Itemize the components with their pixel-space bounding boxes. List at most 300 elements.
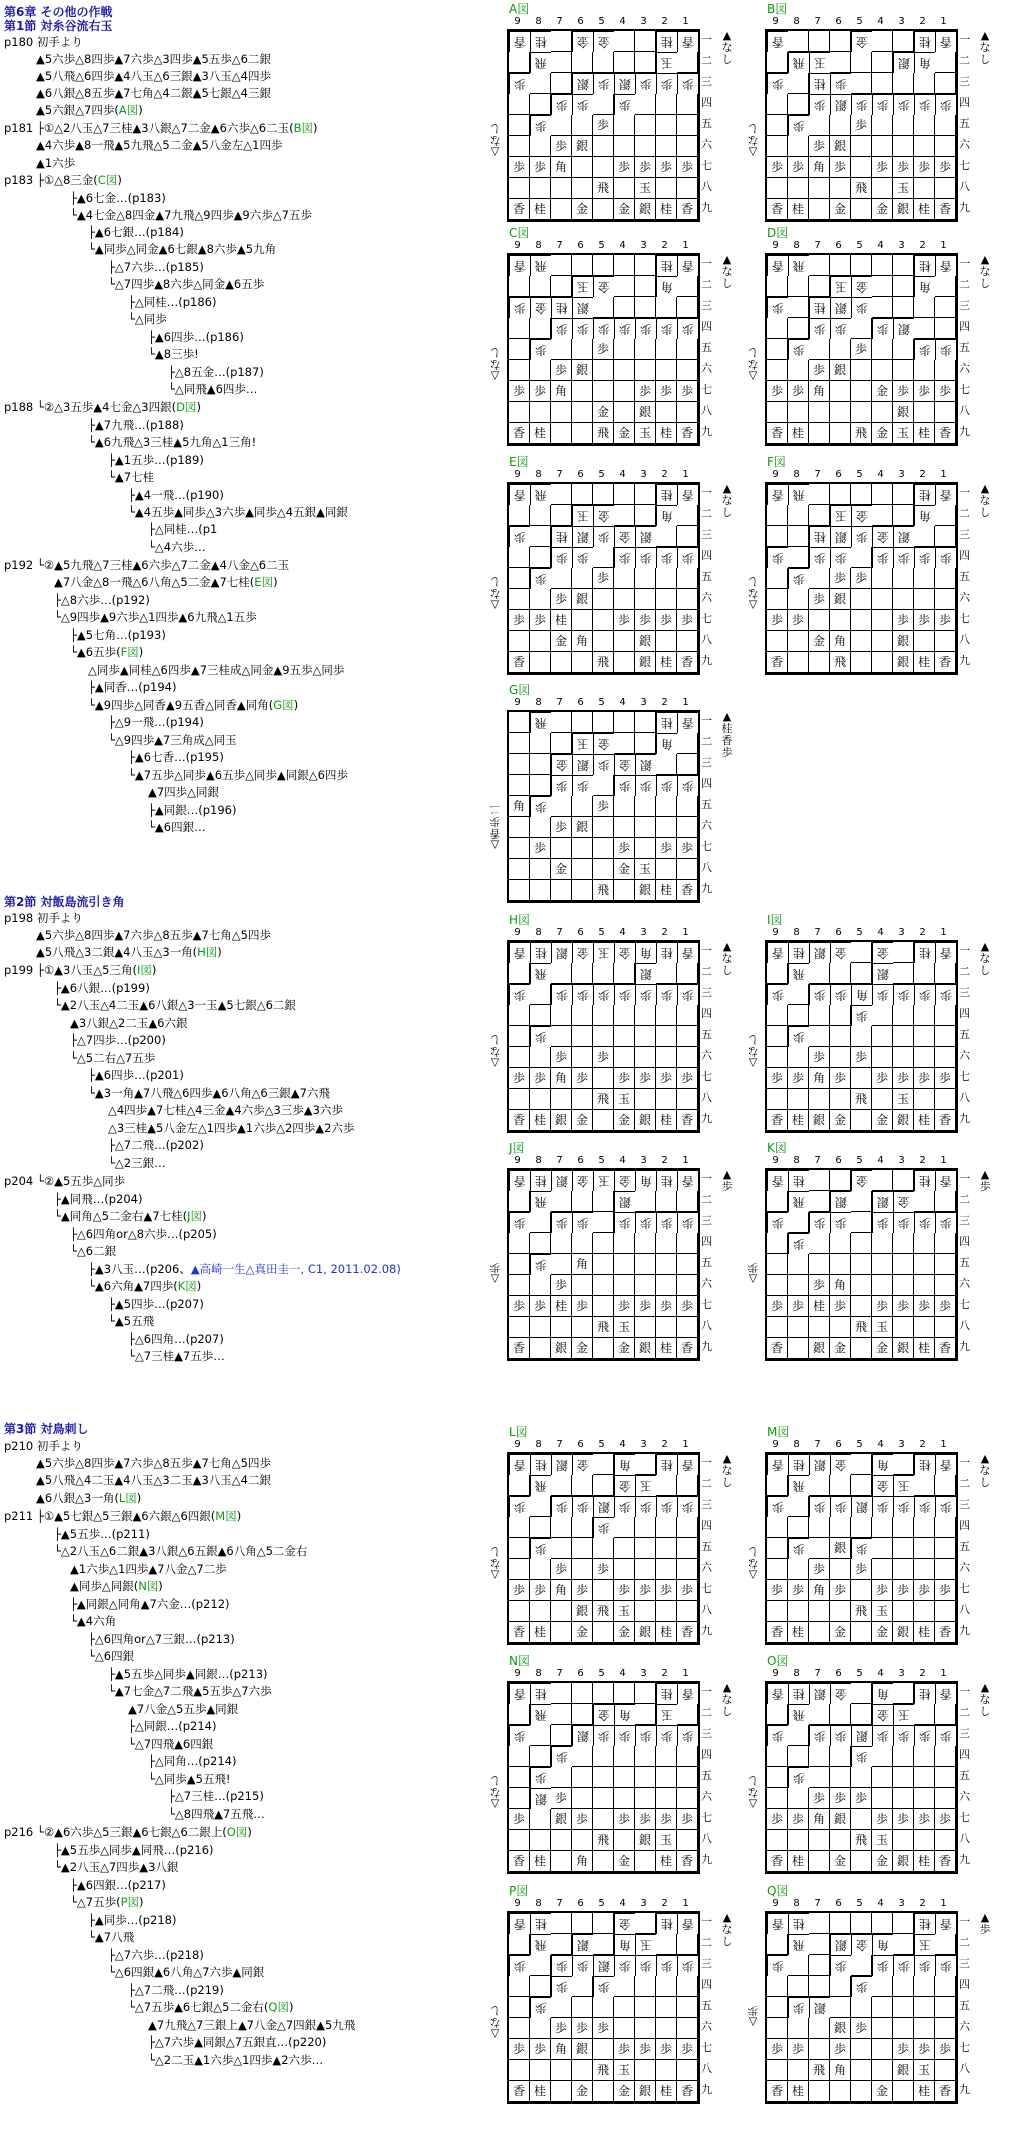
diagram-ref[interactable]: J図 — [187, 1209, 202, 1223]
board-square — [530, 589, 551, 610]
board-square — [788, 589, 809, 610]
board-square: 歩 — [593, 526, 614, 547]
board-square: 銀 — [830, 297, 851, 318]
board-square: 歩 — [809, 1212, 830, 1233]
gote-hand: △なし — [747, 1774, 759, 1811]
board-square: 歩 — [677, 1580, 698, 1601]
board-square — [656, 1538, 677, 1559]
board-square — [809, 1089, 830, 1110]
diagram-ref[interactable]: M図 — [215, 1509, 237, 1523]
board-square: 金 — [872, 1338, 893, 1359]
board-square — [914, 1517, 935, 1538]
diagram-ref[interactable]: C図 — [97, 173, 118, 187]
board-square — [851, 1851, 872, 1872]
board-square: 歩 — [914, 1955, 935, 1976]
sente-hand: ▲なし — [721, 1681, 733, 1718]
board-square — [893, 1170, 914, 1191]
board-square — [935, 526, 956, 547]
board-square — [593, 631, 614, 652]
board-square — [914, 1089, 935, 1110]
board-square: 銀 — [809, 942, 830, 963]
file-numbers: 9 8 7 6 5 4 3 2 1 — [514, 1439, 689, 1450]
board-square — [530, 1212, 551, 1233]
board-square: 香 — [767, 1454, 788, 1475]
board-E — [489, 455, 757, 669]
diagram-ref[interactable]: E図 — [254, 575, 274, 589]
board-square: 歩 — [677, 381, 698, 402]
board-square: 歩 — [767, 1212, 788, 1233]
board-grid — [765, 940, 958, 1133]
board-square — [509, 2018, 530, 2039]
move-line: ├△9一飛…(p194) — [108, 715, 204, 729]
diagram-ref[interactable]: F図 — [120, 645, 139, 659]
board-square: 香 — [767, 484, 788, 505]
board-square: 歩 — [593, 1559, 614, 1580]
board-square: 歩 — [893, 1580, 914, 1601]
board-O — [747, 1654, 1015, 1868]
board-square: 金 — [572, 1110, 593, 1131]
board-square: 桂 — [914, 1851, 935, 1872]
board-square: 角 — [635, 942, 656, 963]
board-square: 角 — [656, 276, 677, 297]
board-square: 角 — [809, 381, 830, 402]
move-line: ├▲同飛…(p204) — [54, 1192, 143, 1206]
board-square: 桂 — [914, 1170, 935, 1191]
board-square: 角 — [872, 1454, 893, 1475]
board-square — [788, 1496, 809, 1517]
diagram-ref[interactable]: A図 — [118, 103, 139, 117]
board-square — [614, 115, 635, 136]
board-square: 飛 — [530, 712, 551, 733]
move-line: └▲4六角 — [70, 1614, 117, 1628]
board-square: 歩 — [767, 610, 788, 631]
file-numbers: 9 8 7 6 5 4 3 2 1 — [514, 240, 689, 251]
board-square: 歩 — [872, 1296, 893, 1317]
board-square — [509, 1254, 530, 1275]
board-square: 金 — [872, 2081, 893, 2102]
board-square: 歩 — [830, 1068, 851, 1089]
board-square: 歩 — [530, 1068, 551, 1089]
board-square — [893, 568, 914, 589]
board-square: 玉 — [872, 1601, 893, 1622]
board-square: 歩 — [914, 1725, 935, 1746]
board-square — [935, 1517, 956, 1538]
board-square — [872, 402, 893, 423]
board-square: 歩 — [914, 1296, 935, 1317]
board-square: 桂 — [914, 1454, 935, 1475]
board-square — [593, 1026, 614, 1047]
board-square: 歩 — [572, 94, 593, 115]
board-square: 玉 — [635, 859, 656, 880]
board-square: 歩 — [767, 1296, 788, 1317]
board-square — [935, 1601, 956, 1622]
board-square — [551, 52, 572, 73]
board-square: 金 — [830, 1110, 851, 1131]
board-square — [851, 652, 872, 673]
board-square: 歩 — [893, 381, 914, 402]
board-square — [788, 505, 809, 526]
board-square — [593, 1580, 614, 1601]
file-numbers: 9 8 7 6 5 4 3 2 1 — [772, 240, 947, 251]
move-line: ├▲4一飛…(p190) — [128, 488, 224, 502]
board-square: 歩 — [509, 1725, 530, 1746]
board-square — [893, 1233, 914, 1254]
board-square — [851, 1110, 872, 1131]
board-square: 桂 — [914, 423, 935, 444]
board-square: 香 — [767, 1170, 788, 1191]
board-square — [872, 1026, 893, 1047]
board-square: 歩 — [914, 339, 935, 360]
board-square — [788, 1746, 809, 1767]
board-square — [872, 1746, 893, 1767]
board-square: 歩 — [551, 1496, 572, 1517]
board-square: 歩 — [593, 73, 614, 94]
board-square — [767, 1275, 788, 1296]
board-square: 香 — [509, 1851, 530, 1872]
board-square — [809, 339, 830, 360]
board-square — [509, 631, 530, 652]
board-square — [635, 2018, 656, 2039]
move-line: ├△7三桂…(p215) — [168, 1789, 264, 1803]
board-square — [677, 339, 698, 360]
board-square — [509, 859, 530, 880]
board-square: 金 — [593, 505, 614, 526]
move-line: ├▲5四歩…(p207) — [108, 1297, 204, 1311]
board-square: 歩 — [530, 157, 551, 178]
board-square: 銀 — [809, 1683, 830, 1704]
board-square: 歩 — [767, 1580, 788, 1601]
board-square: 香 — [935, 942, 956, 963]
board-square — [935, 1704, 956, 1725]
board-square — [593, 1913, 614, 1934]
board-square — [809, 484, 830, 505]
board-grid — [765, 1452, 958, 1645]
board-square: 金 — [851, 1934, 872, 1955]
move-line: ├▲同歩…(p218) — [88, 1913, 177, 1927]
board-square: 銀 — [872, 963, 893, 984]
board-square: 銀 — [572, 1601, 593, 1622]
board-square — [788, 1517, 809, 1538]
board-square — [914, 73, 935, 94]
board-square — [530, 1746, 551, 1767]
board-square — [788, 1254, 809, 1275]
board-square — [509, 136, 530, 157]
board-square — [614, 796, 635, 817]
board-square: 銀 — [593, 1955, 614, 1976]
board-square: 銀 — [635, 631, 656, 652]
board-square: 歩 — [677, 610, 698, 631]
board-square — [551, 255, 572, 276]
board-square: 歩 — [830, 1296, 851, 1317]
board-square: 歩 — [893, 1296, 914, 1317]
board-square: 銀 — [809, 1338, 830, 1359]
board-square: 桂 — [530, 1454, 551, 1475]
board-square: 香 — [935, 652, 956, 673]
board-square — [893, 1830, 914, 1851]
diagram-ref[interactable]: H図 — [197, 945, 218, 959]
board-square — [572, 859, 593, 880]
board-square: 桂 — [530, 31, 551, 52]
board-square — [935, 1317, 956, 1338]
board-square: 歩 — [635, 1068, 656, 1089]
board-square: 歩 — [893, 1212, 914, 1233]
board-square — [551, 880, 572, 901]
board-square: 桂 — [788, 1622, 809, 1643]
diagram-ref[interactable]: B図 — [293, 121, 313, 135]
board-square — [809, 199, 830, 220]
board-square — [851, 2060, 872, 2081]
board-square: 歩 — [509, 297, 530, 318]
board-square — [509, 1275, 530, 1296]
board-square: 角 — [551, 2039, 572, 2060]
board-square — [914, 1788, 935, 1809]
board-square: 金 — [872, 199, 893, 220]
board-square — [614, 631, 635, 652]
board-square: 歩 — [509, 157, 530, 178]
board-square — [530, 1089, 551, 1110]
move-line: ├▲5五歩…(p211) — [54, 1527, 150, 1541]
board-square: 歩 — [509, 73, 530, 94]
board-square — [935, 1233, 956, 1254]
board-square: 銀 — [809, 1454, 830, 1475]
board-square: 銀 — [572, 136, 593, 157]
move-line: p216 └②▲6六歩△5三銀▲6七銀△6二銀上(O図) — [4, 1825, 252, 1839]
board-square — [788, 178, 809, 199]
board-square: 桂 — [551, 297, 572, 318]
diagram-ref[interactable]: Q図 — [268, 2000, 289, 2014]
board-square — [593, 1454, 614, 1475]
board-square: 歩 — [935, 381, 956, 402]
board-square — [830, 255, 851, 276]
board-square: 銀 — [593, 1496, 614, 1517]
board-square: 歩 — [551, 1746, 572, 1767]
board-square — [551, 652, 572, 673]
diagram-ref[interactable]: L図 — [118, 1491, 137, 1505]
board-square — [593, 1767, 614, 1788]
gote-hand: △なし — [747, 1033, 759, 1070]
board-square: 歩 — [935, 547, 956, 568]
board-square — [914, 1026, 935, 1047]
board-square: 歩 — [809, 589, 830, 610]
board-square: 歩 — [830, 568, 851, 589]
board-square — [935, 1767, 956, 1788]
board-square — [872, 276, 893, 297]
board-square — [635, 1997, 656, 2018]
board-square: 桂 — [809, 297, 830, 318]
board-square: 歩 — [572, 1580, 593, 1601]
board-square: 金 — [551, 754, 572, 775]
move-line: ▲6八銀△3一角(L図) — [36, 1491, 142, 1505]
board-square: 歩 — [614, 2039, 635, 2060]
board-square — [872, 360, 893, 381]
board-square — [788, 136, 809, 157]
board-square: 歩 — [614, 775, 635, 796]
board-square: 香 — [935, 199, 956, 220]
board-square: 金 — [614, 942, 635, 963]
board-square — [767, 52, 788, 73]
board-square: 歩 — [551, 1047, 572, 1068]
board-square — [851, 1955, 872, 1976]
board-square — [593, 381, 614, 402]
board-square — [635, 589, 656, 610]
diagram-ref[interactable]: G図 — [273, 698, 294, 712]
board-square: 香 — [509, 484, 530, 505]
board-square — [788, 631, 809, 652]
gote-hand: △なし — [747, 346, 759, 383]
board-square — [635, 1026, 656, 1047]
board-square — [530, 1809, 551, 1830]
board-square: 歩 — [530, 1538, 551, 1559]
board-square — [851, 1683, 872, 1704]
board-square: 飛 — [530, 1475, 551, 1496]
board-square — [935, 402, 956, 423]
board-square — [635, 94, 656, 115]
board-square: 香 — [509, 942, 530, 963]
board-square — [851, 52, 872, 73]
board-square: 歩 — [851, 1047, 872, 1068]
board-square — [914, 178, 935, 199]
board-square — [551, 199, 572, 220]
move-line: └△2八玉△6二銀▲3八銀△6五銀▲6八角△5二金右 — [54, 1544, 308, 1558]
board-square: 歩 — [572, 775, 593, 796]
board-square: 金 — [572, 1454, 593, 1475]
board-square: 香 — [935, 1683, 956, 1704]
board-square — [893, 963, 914, 984]
board-square: 歩 — [851, 1559, 872, 1580]
board-square — [551, 1005, 572, 1026]
move-line: ├▲6四歩…(p186) — [148, 330, 244, 344]
sente-hand: ▲歩 — [721, 1168, 733, 1193]
rank-numbers: 一 二 三 四 五 六 七 八 九 — [701, 1456, 712, 1637]
rank-numbers: 一 二 三 四 五 六 七 八 九 — [701, 257, 712, 438]
board-square: 香 — [935, 1454, 956, 1475]
board-square — [635, 31, 656, 52]
board-square — [935, 360, 956, 381]
board-title: G図 — [509, 683, 531, 697]
board-square: 歩 — [872, 1068, 893, 1089]
board-square: 香 — [677, 1913, 698, 1934]
file-numbers: 9 8 7 6 5 4 3 2 1 — [772, 16, 947, 27]
board-square: 飛 — [788, 255, 809, 276]
board-square — [767, 1997, 788, 2018]
board-square — [530, 1496, 551, 1517]
board-square: 銀 — [572, 589, 593, 610]
section-heading: 第1節 対糸谷流右玉 — [4, 19, 113, 33]
board-title: A図 — [509, 2, 530, 16]
board-square — [851, 1517, 872, 1538]
board-square: 歩 — [851, 339, 872, 360]
board-square — [593, 1997, 614, 2018]
board-square: 歩 — [551, 547, 572, 568]
board-square — [893, 360, 914, 381]
board-square: 角 — [914, 276, 935, 297]
diagram-ref[interactable]: N図 — [138, 1579, 159, 1593]
board-square — [656, 94, 677, 115]
board-square — [851, 1338, 872, 1359]
board-square: 歩 — [767, 547, 788, 568]
board-square: 香 — [509, 1683, 530, 1704]
board-square: 香 — [935, 423, 956, 444]
board-square: 歩 — [509, 984, 530, 1005]
board-square: 歩 — [572, 1496, 593, 1517]
board-square: 桂 — [656, 1622, 677, 1643]
board-square — [593, 589, 614, 610]
board-square — [530, 547, 551, 568]
board-square — [767, 505, 788, 526]
board-square — [788, 1830, 809, 1851]
board-C — [489, 226, 757, 440]
board-square: 歩 — [593, 2018, 614, 2039]
board-square — [914, 1601, 935, 1622]
board-square — [551, 1026, 572, 1047]
board-square: 銀 — [635, 652, 656, 673]
board-square — [788, 94, 809, 115]
board-square: 歩 — [614, 1068, 635, 1089]
board-square — [851, 318, 872, 339]
board-square — [656, 1026, 677, 1047]
board-square — [572, 255, 593, 276]
board-square — [809, 1170, 830, 1191]
board-square — [656, 963, 677, 984]
board-square: 角 — [656, 733, 677, 754]
board-square — [635, 1767, 656, 1788]
board-square — [614, 1233, 635, 1254]
board-square — [509, 318, 530, 339]
move-line: ├△7四歩…(p200) — [70, 1033, 166, 1047]
board-square — [830, 1475, 851, 1496]
board-square — [614, 339, 635, 360]
diagram-ref[interactable]: O図 — [226, 1825, 248, 1839]
board-square — [635, 1005, 656, 1026]
diagram-ref[interactable]: P図 — [120, 1895, 140, 1909]
diagram-ref[interactable]: I図 — [136, 963, 152, 977]
board-square — [893, 1683, 914, 1704]
board-square: 金 — [830, 1338, 851, 1359]
board-square — [551, 1191, 572, 1212]
board-title: J図 — [509, 1141, 525, 1155]
board-square — [530, 1955, 551, 1976]
move-line: ├△同桂…(p186) — [128, 295, 217, 309]
board-square: 銀 — [830, 589, 851, 610]
game-reference: ▲高崎一生△真田圭一, C1, 2011.02.08) — [190, 1262, 401, 1276]
board-square: 桂 — [656, 1913, 677, 1934]
board-square — [893, 339, 914, 360]
board-square: 歩 — [677, 547, 698, 568]
board-square — [572, 568, 593, 589]
board-square — [530, 1005, 551, 1026]
move-line: p192 └②▲5九飛△7三桂▲6六歩△7二金▲4八金△6二玉 — [4, 558, 290, 572]
board-square — [767, 1559, 788, 1580]
diagram-ref[interactable]: D図 — [176, 400, 197, 414]
board-square: 金 — [614, 1851, 635, 1872]
board-square: 歩 — [767, 1725, 788, 1746]
board-square — [935, 178, 956, 199]
board-square — [872, 568, 893, 589]
board-square: 歩 — [872, 318, 893, 339]
board-square: 金 — [614, 1475, 635, 1496]
board-square — [509, 1475, 530, 1496]
board-square: 銀 — [830, 1538, 851, 1559]
diagram-ref[interactable]: K図 — [177, 1279, 197, 1293]
board-square: 桂 — [530, 942, 551, 963]
gote-hand: △なし — [489, 2004, 501, 2041]
board-square — [656, 297, 677, 318]
board-square — [767, 963, 788, 984]
board-square: 角 — [572, 1851, 593, 1872]
board-square — [830, 1005, 851, 1026]
board-square: 歩 — [851, 1005, 872, 1026]
board-square: 桂 — [530, 1110, 551, 1131]
